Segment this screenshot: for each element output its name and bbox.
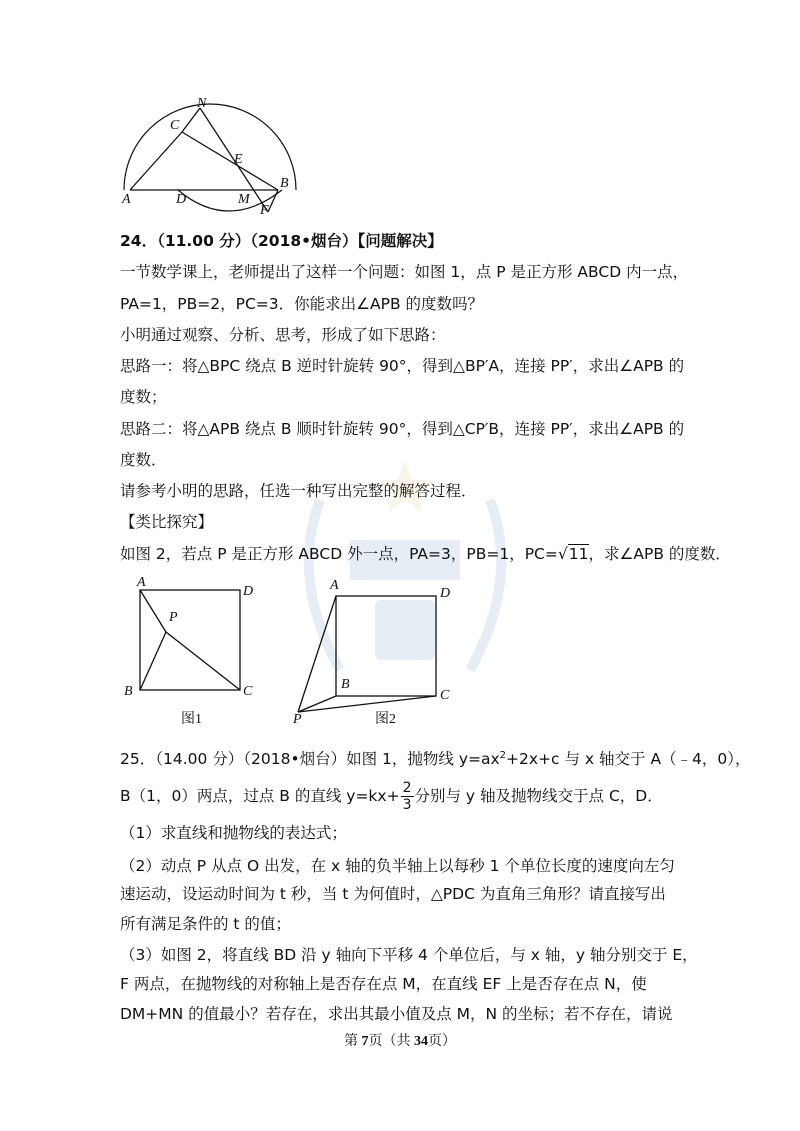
label-N: N <box>197 96 207 111</box>
q25-text: F 两点，在抛物线的对称轴上是否存在点 M，在直线 EF 上是否存在点 N，使 <box>120 975 647 993</box>
page-footer <box>0 1030 800 1050</box>
page-total: 34 <box>414 1034 428 1049</box>
q24-text <box>120 544 731 564</box>
fig1-label-P: P <box>169 610 178 625</box>
q25-text-post: +2x+c 与 x 轴交于 A（﹣4，0）， <box>506 750 751 769</box>
fig1-label-D: D <box>243 584 254 599</box>
fig1-label-B: B <box>124 684 133 699</box>
figure-1 <box>120 584 260 704</box>
q24-text-post: ，求∠APB 的度数． <box>588 545 731 563</box>
q25-text-post: 分别与 y 轴及抛物线交于点 C，D． <box>414 787 663 805</box>
figure-circle-triangle <box>118 96 298 226</box>
fig2-label-C: C <box>440 688 450 703</box>
q24-header: 24．（11.00 分）（2018•烟台）【问题解决】 <box>120 232 443 250</box>
q25-text-pre: 25．（14.00 分）（2018•烟台）如图 1，抛物线 y=ax <box>120 750 500 769</box>
label-F: F <box>260 203 269 218</box>
label-D: D <box>176 192 187 207</box>
q24-text: 度数． <box>120 451 167 469</box>
q24-text: 度数； <box>120 388 167 406</box>
q25-text: 所有满足条件的 t 的值； <box>120 915 291 933</box>
q25-text: （2）动点 P 从点 O 出发，在 x 轴的负半轴上以每秒 1 个单位长度的速度向左匀 <box>120 857 675 875</box>
sqrt-arg: 11 <box>568 545 589 563</box>
fraction-denominator: 3 <box>402 797 412 813</box>
fig1-caption: 图1 <box>181 712 202 727</box>
q24-text: 一节数学课上，老师提出了这样一个问题：如图 1，点 P 是正方形 ABCD 内一点， <box>120 263 689 281</box>
q25-text: 速运动，设运动时间为 t 秒，当 t 为何值时，△PDC 为直角三角形？请直接写出 <box>120 885 666 903</box>
q24-text: 请参考小明的思路，任选一种写出完整的解答过程． <box>120 482 477 500</box>
q25-text: （3）如图 2，将直线 BD 沿 y 轴向下平移 4 个单位后，与 x 轴，y 轴分别交于 E， <box>120 946 698 964</box>
superscript: 2 <box>499 750 507 761</box>
footer-post: 页） <box>428 1034 456 1049</box>
q24-text-pre: 如图 2，若点 P 是正方形 ABCD 外一点，PA=3，PB=1，PC= <box>120 545 558 563</box>
fig1-label-C: C <box>243 684 253 699</box>
footer-mid: 页（共 <box>368 1034 414 1049</box>
q25-text <box>120 746 751 769</box>
q25-text-pre: B（1，0）两点，过点 B 的直线 y=kx+ <box>120 787 400 805</box>
q25-text: （1）求直线和抛物线的表达式； <box>120 824 347 842</box>
fig2-label-P: P <box>293 712 302 727</box>
page-number: 7 <box>361 1034 369 1049</box>
fig1-label-A: A <box>137 575 146 590</box>
label-A: A <box>122 192 131 207</box>
q24-text: 思路一：将△BPC 绕点 B 逆时针旋转 90°，得到△BP′A，连接 PP′，求出∠APB 的 <box>120 357 685 375</box>
label-C: C <box>170 118 180 133</box>
q24-text: 思路二：将△APB 绕点 B 顺时针旋转 90°，得到△CP′B，连接 PP′，求出∠APB 的 <box>120 420 685 438</box>
fig2-label-D: D <box>440 586 451 601</box>
label-E: E <box>234 152 243 167</box>
q24-text: 小明通过观察、分析、思考，形成了如下思路： <box>120 326 446 344</box>
fig2-label-A: A <box>330 578 339 593</box>
footer-pre: 第 <box>344 1034 362 1049</box>
q24-text: 【类比探究】 <box>120 513 214 531</box>
q24-text: PA=1，PB=2，PC=3．你能求出∠APB 的度数吗？ <box>120 295 484 313</box>
fig2-caption: 图2 <box>375 712 396 727</box>
q25-text <box>120 780 663 813</box>
label-B: B <box>280 176 289 191</box>
fraction <box>401 780 414 813</box>
sqrt-sign: √ <box>557 545 568 563</box>
label-M: M <box>238 192 250 207</box>
fraction-numerator: 2 <box>402 780 412 796</box>
fig2-label-B: B <box>341 677 350 692</box>
q25-text: DM+MN 的值最小？若存在，求出其最小值及点 M，N 的坐标；若不存在，请说 <box>120 1005 673 1023</box>
figure-2 <box>288 584 458 724</box>
